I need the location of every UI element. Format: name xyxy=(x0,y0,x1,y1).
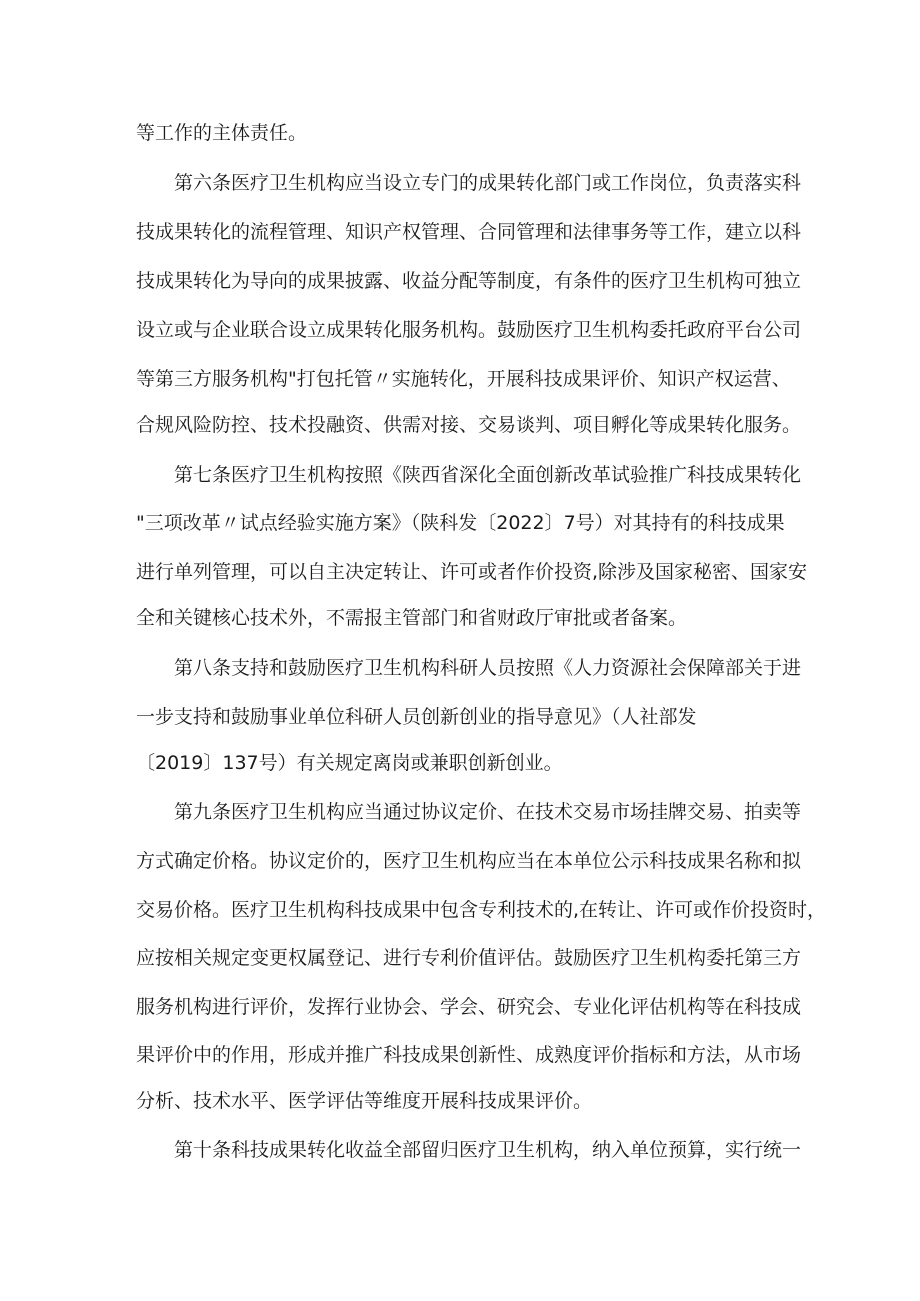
text-line: 设立或与企业联合设立成果转化服务机构。鼓励医疗卫生机构委托政府平台公司 xyxy=(136,319,802,341)
text-line: 等第三方服务机构"打包托管〃实施转化，开展科技成果评价、知识产权运营、 xyxy=(136,368,791,390)
article-7-heading-line: 第七条医疗卫生机构按照《陕西省深化全面创新改革试验推广科技成果转化 xyxy=(174,464,802,486)
article-8-heading-line: 第八条支持和鼓励医疗卫生机构科研人员按照《人力资源社会保障部关于进 xyxy=(174,657,802,679)
article-10-heading-line: 第十条科技成果转化收益全部留归医疗卫生机构，纳入单位预算，实行统一 xyxy=(174,1139,802,1161)
text-line: "三项改革〃试点经验实施方案》（陕科发〔2022〕7号）对其持有的科技成果 xyxy=(136,512,785,534)
text-line: 应按相关规定变更权属登记、进行专利价值评估。鼓励医疗卫生机构委托第三方 xyxy=(136,947,802,969)
text-line: 全和关键核心技术外，不需报主管部门和省财政厅审批或者备案。 xyxy=(136,607,688,629)
text-line: 技成果转化为导向的成果披露、收益分配等制度，有条件的医疗卫生机构可独立 xyxy=(136,270,802,292)
article-9-heading-line: 第九条医疗卫生机构应当通过协议定价、在技术交易市场挂牌交易、拍卖等 xyxy=(174,801,802,823)
text-line: 果评价中的作用，形成并推广科技成果创新性、成熟度评价指标和方法，从市场 xyxy=(136,1044,802,1066)
text-line: 分析、技术水平、医学评估等维度开展科技成果评价。 xyxy=(136,1090,593,1112)
text-line: 进行单列管理，可以自主决定转让、许可或者作价投资,除涉及国家秘密、国家安 xyxy=(136,561,808,583)
text-line: 〔2019〕137号）有关规定离岗或兼职创新创业。 xyxy=(136,752,563,774)
text-line: 交易价格。医疗卫生机构科技成果中包含专利技术的,在转让、许可或作价投资时， xyxy=(136,899,827,921)
text-line: 服务机构进行评价，发挥行业协会、学会、研究会、专业化评估机构等在科技成 xyxy=(136,996,802,1018)
article-6-heading-line: 第六条医疗卫生机构应当设立专门的成果转化部门或工作岗位，负责落实科 xyxy=(174,172,802,194)
text-line: 方式确定价格。协议定价的，医疗卫生机构应当在本单位公示科技成果名称和拟 xyxy=(136,850,802,872)
text-line: 技成果转化的流程管理、知识产权管理、合同管理和法律事务等工作，建立以科 xyxy=(136,221,802,243)
text-line: 一步支持和鼓励事业单位科研人员创新创业的指导意见》（人社部发 xyxy=(136,706,697,728)
text-line: 等工作的主体责任。 xyxy=(136,122,308,144)
text-line: 合规风险防控、技术投融资、供需对接、交易谈判、项目孵化等成果转化服务。 xyxy=(136,414,802,436)
